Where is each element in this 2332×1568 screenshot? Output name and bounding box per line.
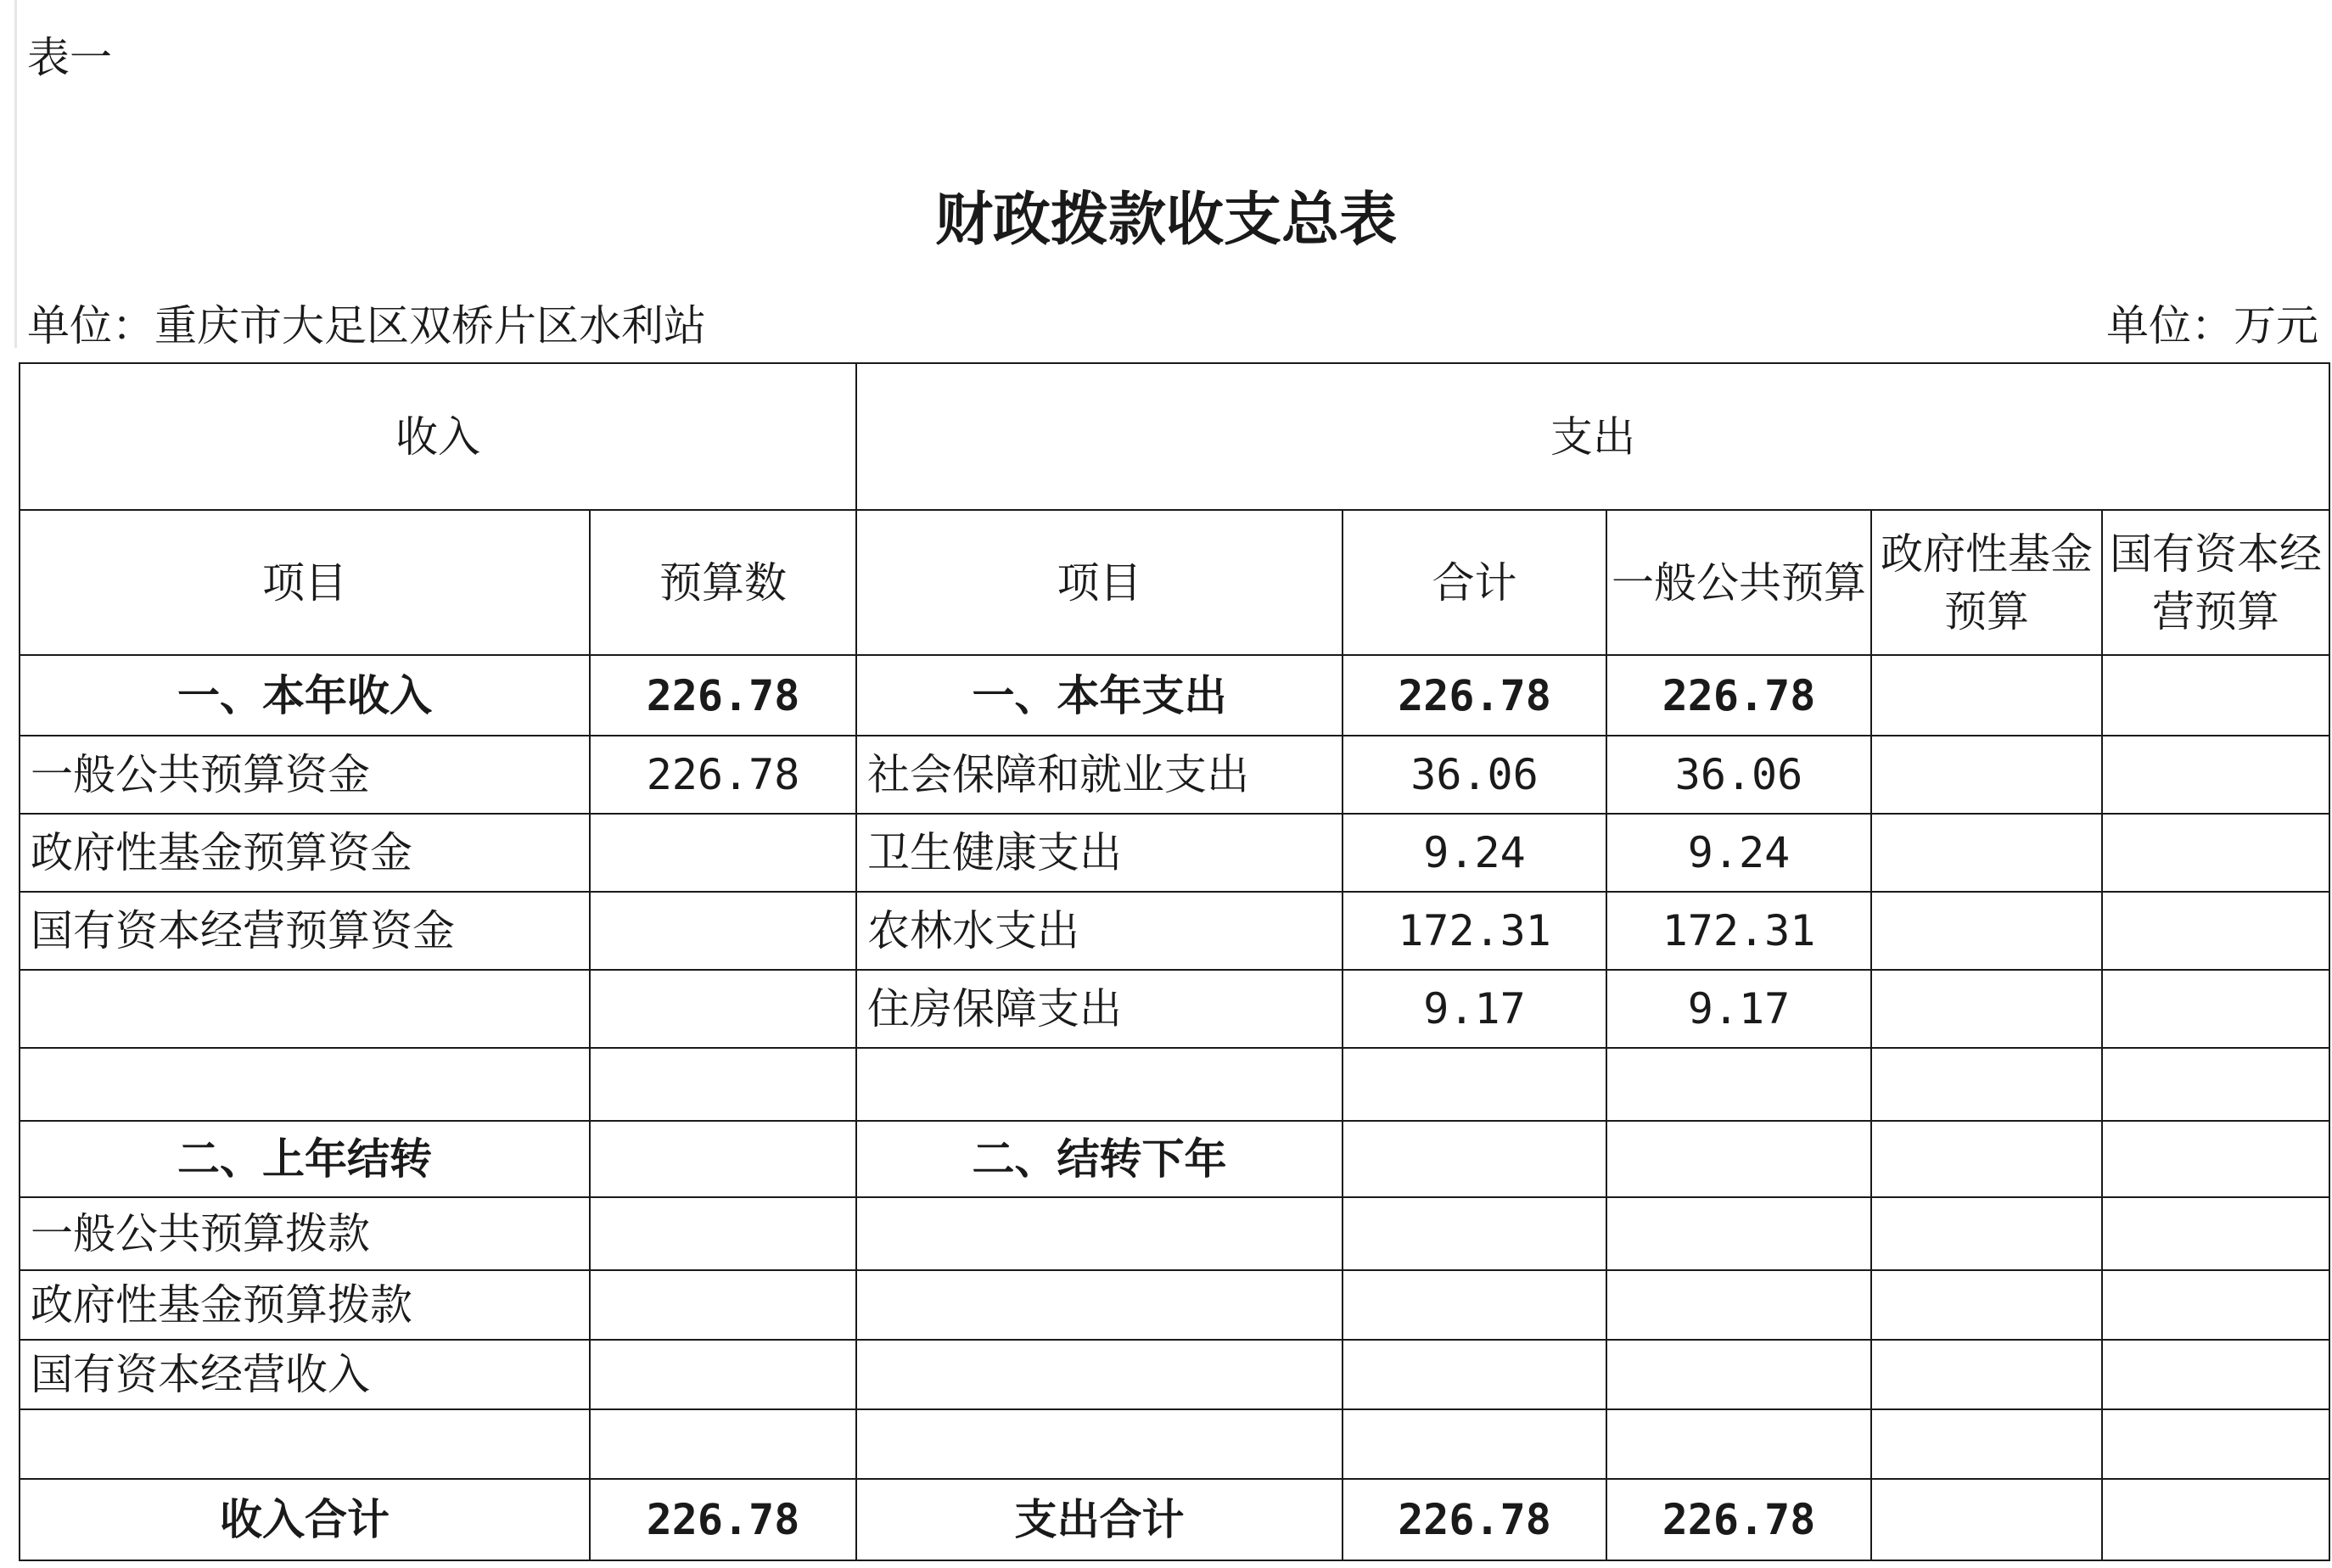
income-item-cell: 一、本年收入 — [20, 655, 590, 736]
table-label: 表一 — [27, 33, 112, 82]
header-general-budget: 一般公共预算 — [1606, 510, 1871, 655]
table-row — [20, 1340, 2329, 1409]
income-value-cell: 226.78 — [590, 1479, 856, 1560]
gov-fund-cell — [1871, 814, 2102, 892]
income-value-cell — [590, 814, 856, 892]
gov-fund-cell — [1871, 1340, 2102, 1409]
unit-currency: 单位：万元 — [2106, 301, 2318, 350]
income-item-cell — [20, 1409, 590, 1479]
general-budget-cell — [1606, 1270, 1871, 1340]
expense-item-cell — [856, 1048, 1343, 1121]
expense-item-cell: 社会保障和就业支出 — [856, 736, 1343, 814]
income-value-cell — [590, 1270, 856, 1340]
expense-item-cell — [856, 1197, 1343, 1270]
general-budget-cell: 172.31 — [1606, 892, 1871, 970]
gov-fund-cell — [1871, 892, 2102, 970]
gov-fund-cell — [1871, 1479, 2102, 1560]
income-value-cell — [590, 1409, 856, 1479]
gov-fund-cell — [1871, 655, 2102, 736]
header-expense-item: 项目 — [856, 510, 1343, 655]
income-value-cell — [590, 1048, 856, 1121]
income-item-cell: 一般公共预算拨款 — [20, 1197, 590, 1270]
income-value-cell — [590, 1340, 856, 1409]
table-row — [20, 892, 2329, 970]
income-item-cell: 二、上年结转 — [20, 1121, 590, 1197]
general-budget-cell: 226.78 — [1606, 655, 1871, 736]
gov-fund-cell — [1871, 1409, 2102, 1479]
total-cell: 36.06 — [1343, 736, 1606, 814]
state-capital-cell — [2102, 1409, 2329, 1479]
expense-item-cell — [856, 1270, 1343, 1340]
table-row — [20, 1197, 2329, 1270]
income-value-cell — [590, 1197, 856, 1270]
income-item-cell: 收入合计 — [20, 1479, 590, 1560]
income-item-cell: 国有资本经营收入 — [20, 1340, 590, 1409]
state-capital-cell — [2102, 1121, 2329, 1197]
expense-item-cell: 住房保障支出 — [856, 970, 1343, 1048]
income-value-cell: 226.78 — [590, 736, 856, 814]
income-value-cell — [590, 1121, 856, 1197]
total-cell: 226.78 — [1343, 1479, 1606, 1560]
state-capital-cell — [2102, 1270, 2329, 1340]
total-cell: 172.31 — [1343, 892, 1606, 970]
table-row — [20, 736, 2329, 814]
table-row — [20, 970, 2329, 1048]
state-capital-cell — [2102, 736, 2329, 814]
general-budget-cell — [1606, 1197, 1871, 1270]
expense-item-cell — [856, 1340, 1343, 1409]
income-item-cell: 一般公共预算资金 — [20, 736, 590, 814]
gov-fund-cell — [1871, 736, 2102, 814]
income-item-cell: 政府性基金预算资金 — [20, 814, 590, 892]
table-row — [20, 814, 2329, 892]
header-total: 合计 — [1343, 510, 1606, 655]
table-row — [20, 1270, 2329, 1340]
total-cell — [1343, 1048, 1606, 1121]
page-left-rule — [14, 0, 17, 348]
general-budget-cell — [1606, 1048, 1871, 1121]
header-expense: 支出 — [856, 363, 2329, 510]
total-cell: 226.78 — [1343, 655, 1606, 736]
expense-item-cell: 一、本年支出 — [856, 655, 1343, 736]
budget-table — [19, 362, 2330, 1561]
table-row — [20, 1409, 2329, 1479]
total-cell — [1343, 1340, 1606, 1409]
header-income-item: 项目 — [20, 510, 590, 655]
general-budget-cell: 9.24 — [1606, 814, 1871, 892]
header-row-group — [20, 363, 2329, 510]
header-row-columns — [20, 510, 2329, 655]
header-income: 收入 — [20, 363, 856, 510]
general-budget-cell — [1606, 1121, 1871, 1197]
total-cell — [1343, 1121, 1606, 1197]
income-item-cell: 政府性基金预算拨款 — [20, 1270, 590, 1340]
income-item-cell: 国有资本经营预算资金 — [20, 892, 590, 970]
expense-item-cell: 农林水支出 — [856, 892, 1343, 970]
income-value-cell — [590, 892, 856, 970]
income-item-cell — [20, 970, 590, 1048]
total-cell: 9.17 — [1343, 970, 1606, 1048]
table-row — [20, 1479, 2329, 1560]
expense-item-cell — [856, 1409, 1343, 1479]
header-state-capital: 国有资本经营预算 — [2102, 510, 2329, 655]
expense-item-cell: 支出合计 — [856, 1479, 1343, 1560]
state-capital-cell — [2102, 1197, 2329, 1270]
table-row — [20, 1121, 2329, 1197]
gov-fund-cell — [1871, 1048, 2102, 1121]
gov-fund-cell — [1871, 970, 2102, 1048]
state-capital-cell — [2102, 1479, 2329, 1560]
expense-item-cell: 卫生健康支出 — [856, 814, 1343, 892]
header-income-budget: 预算数 — [590, 510, 856, 655]
state-capital-cell — [2102, 892, 2329, 970]
total-cell — [1343, 1270, 1606, 1340]
income-item-cell — [20, 1048, 590, 1121]
general-budget-cell — [1606, 1409, 1871, 1479]
state-capital-cell — [2102, 1048, 2329, 1121]
general-budget-cell: 226.78 — [1606, 1479, 1871, 1560]
gov-fund-cell — [1871, 1121, 2102, 1197]
unit-organization: 单位：重庆市大足区双桥片区水利站 — [27, 301, 706, 350]
total-cell — [1343, 1409, 1606, 1479]
income-value-cell: 226.78 — [590, 655, 856, 736]
table-row — [20, 655, 2329, 736]
general-budget-cell — [1606, 1340, 1871, 1409]
state-capital-cell — [2102, 1340, 2329, 1409]
expense-item-cell: 二、结转下年 — [856, 1121, 1343, 1197]
total-cell: 9.24 — [1343, 814, 1606, 892]
income-value-cell — [590, 970, 856, 1048]
total-cell — [1343, 1197, 1606, 1270]
state-capital-cell — [2102, 814, 2329, 892]
table-row — [20, 1048, 2329, 1121]
page-title: 财政拨款收支总表 — [934, 187, 1397, 254]
general-budget-cell: 9.17 — [1606, 970, 1871, 1048]
header-gov-fund: 政府性基金预算 — [1871, 510, 2102, 655]
state-capital-cell — [2102, 655, 2329, 736]
gov-fund-cell — [1871, 1270, 2102, 1340]
state-capital-cell — [2102, 970, 2329, 1048]
general-budget-cell: 36.06 — [1606, 736, 1871, 814]
gov-fund-cell — [1871, 1197, 2102, 1270]
